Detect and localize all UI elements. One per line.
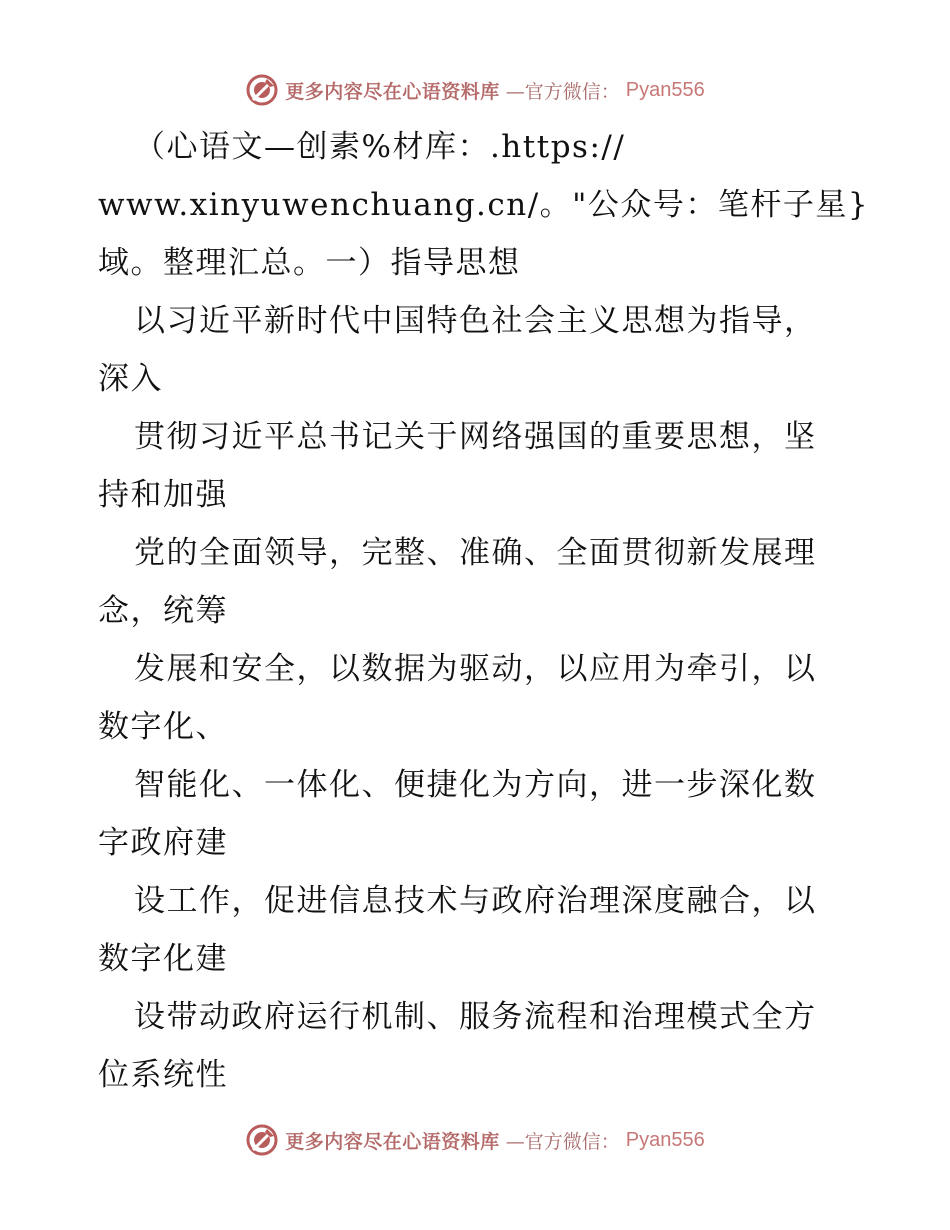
text-line: 数字化、 [98, 709, 228, 745]
banner-title: 更多内容尽在心语资料库 [285, 1130, 500, 1153]
header-banner [0, 68, 950, 112]
footer-banner [0, 1118, 950, 1162]
text-line: 党的全面领导，完整、准确、全面贯彻新发展理 [134, 535, 817, 571]
text-line: 字政府建 [98, 825, 228, 861]
text-line: 发展和安全，以数据为驱动，以应用为牵引，以 [134, 651, 817, 687]
logo-icon [245, 1123, 279, 1157]
text-line: 设工作，促进信息技术与政府治理深度融合，以 [134, 883, 817, 919]
text-line: 持和加强 [98, 477, 228, 513]
text-line: 数字化建 [98, 941, 228, 977]
banner-wechat-id: Pyan556 [625, 78, 705, 101]
text-line: 域。整理汇总。一）指导思想 [98, 245, 521, 281]
text-line: 智能化、一体化、便捷化为方向，进一步深化数 [134, 767, 817, 803]
text-line: 以习近平新时代中国特色社会主义思想为指导， [134, 303, 817, 339]
banner-wechat-id: Pyan556 [625, 1128, 705, 1151]
text-line: 深入 [98, 361, 163, 397]
text-line: 念，统筹 [98, 593, 228, 629]
logo-icon [245, 73, 279, 107]
text-line: www.xinyuwenchuang.cn/。"公众号：笔杆子星} [98, 187, 870, 223]
banner-wechat-label: —官方微信： [505, 1130, 620, 1153]
text-line: （心语文—创素%材库：.https:// [134, 129, 626, 165]
banner-title: 更多内容尽在心语资料库 [285, 80, 500, 103]
banner-wechat-label: —官方微信： [505, 80, 620, 103]
text-line: 设带动政府运行机制、服务流程和治理模式全方 [134, 999, 817, 1035]
text-line: 贯彻习近平总书记关于网络强国的重要思想，坚 [134, 419, 817, 455]
document-body [98, 118, 870, 1104]
text-line: 位系统性 [98, 1057, 228, 1093]
